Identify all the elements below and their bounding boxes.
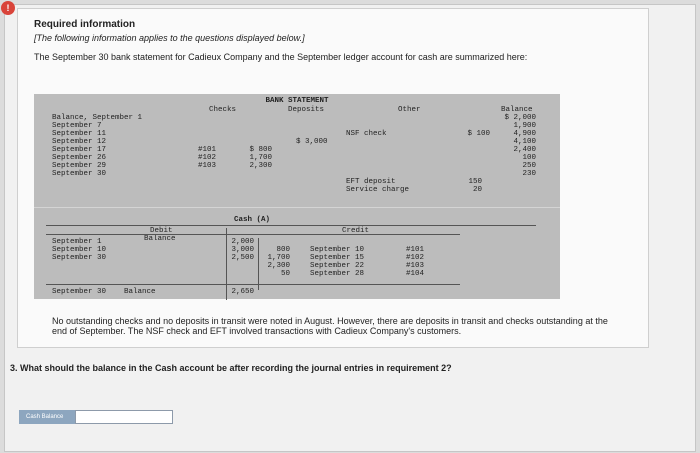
credit-amount: 2,300: [267, 262, 290, 270]
ending-balance-date: September 30: [52, 288, 107, 296]
ending-balance-rule: [46, 284, 460, 285]
debit-amount: 2,500: [231, 254, 254, 262]
bank-date: September 7: [52, 122, 102, 130]
credit-check: #104: [406, 270, 425, 278]
question-text: 3. What should the balance in the Cash account be after recording the journal entries in requirement 2?: [10, 363, 452, 373]
nsf-check-label: NSF check: [346, 130, 387, 138]
credit-dates-column: [310, 246, 364, 278]
credit-date: September 28: [310, 270, 365, 278]
check-amount: $ 800: [249, 146, 272, 154]
credit-check: #102: [406, 254, 425, 262]
other-eft-amount: 150: [468, 178, 482, 186]
required-info-subtitle: [The following information applies to the questions displayed below.]: [34, 33, 305, 43]
balances-column: [496, 114, 536, 178]
cash-ledger-t-account: [34, 207, 560, 299]
check-amount: 2,300: [249, 162, 272, 170]
credit-header-rule: [227, 234, 460, 235]
bank-statement-table: [34, 94, 560, 211]
eft-deposit-label: EFT deposit: [346, 178, 396, 186]
debit-date: September 1: [52, 238, 102, 246]
intro-paragraph: The September 30 bank statement for Cadieux Company and the September ledger account for cash are summarized here:: [34, 52, 528, 62]
bank-date: September 11: [52, 130, 107, 138]
credit-date: September 15: [310, 254, 365, 262]
bank-balance: 250: [522, 162, 536, 170]
alert-icon: !: [1, 1, 15, 15]
service-charge-label: Service charge: [346, 186, 410, 194]
col-deposits-header: Deposits: [288, 106, 325, 114]
check-number: #103: [198, 162, 217, 170]
cash-account-title: Cash (A): [234, 216, 271, 224]
credit-checks-column: [406, 246, 424, 278]
debit-header-rule: [46, 234, 226, 235]
reconciliation-note: No outstanding checks and no deposits in transit were noted in August. However, there are deposits in transit and checks outstanding at the end of September. The NSF check and EFT involved transactions with Cadieux Company's customers.: [52, 316, 608, 336]
bank-balance: $ 2,000: [504, 114, 536, 122]
debit-amount: 3,000: [231, 246, 254, 254]
debit-amount: 2,000: [231, 238, 254, 246]
check-amount: 1,700: [249, 154, 272, 162]
credit-amount: 50: [280, 270, 290, 278]
other-service-amount: 20: [472, 186, 482, 194]
col-checks-header: Checks: [209, 106, 237, 114]
bank-date: September 29: [52, 162, 107, 170]
col-other-header: Other: [398, 106, 421, 114]
other-nsf-amount: $ 100: [467, 130, 490, 138]
credit-date: September 22: [310, 262, 365, 270]
required-info-title: Required information: [34, 19, 136, 30]
ending-balance-word: Balance: [124, 288, 156, 296]
check-numbers-column: [198, 146, 216, 170]
bank-date: September 17: [52, 146, 107, 154]
debit-amounts-column: [222, 238, 254, 262]
credit-amount: 1,700: [267, 254, 290, 262]
debit-header: Debit: [150, 227, 173, 235]
debit-date: September 30: [52, 254, 107, 262]
credit-check: #101: [406, 246, 425, 254]
bank-balance: 4,100: [513, 138, 536, 146]
cash-balance-label: Cash Balance: [19, 410, 75, 424]
credit-date: September 10: [310, 246, 365, 254]
ending-balance-amount: 2,650: [231, 288, 254, 296]
bank-balance: 4,900: [513, 130, 536, 138]
bank-statement-title: BANK STATEMENT: [265, 97, 329, 105]
credit-amounts-column: [260, 246, 290, 278]
check-amounts-column: [234, 146, 272, 170]
debit-dates-column: [52, 238, 106, 262]
bank-date: Balance, September 1: [52, 114, 143, 122]
credit-amount: 800: [276, 246, 290, 254]
bank-balance: 2,400: [513, 146, 536, 154]
check-number: #101: [198, 146, 217, 154]
t-account-top-rule: [46, 225, 536, 226]
bank-dates-column: [52, 114, 142, 178]
question-panel: [4, 4, 696, 452]
amount-divider: [258, 238, 259, 290]
bank-date: September 12: [52, 138, 107, 146]
bank-date: September 30: [52, 170, 107, 178]
bank-date: September 26: [52, 154, 107, 162]
credit-check: #103: [406, 262, 425, 270]
check-number: #102: [198, 154, 217, 162]
cash-balance-input[interactable]: [75, 410, 173, 424]
col-balance-header: Balance: [501, 106, 533, 114]
bank-balance: 230: [522, 170, 536, 178]
deposit-amount: $ 3,000: [296, 138, 328, 146]
bank-balance: 1,900: [513, 122, 536, 130]
credit-header: Credit: [342, 227, 370, 235]
debit-balance-header: Balance: [144, 235, 176, 243]
bank-balance: 100: [522, 154, 536, 162]
debit-date: September 10: [52, 246, 107, 254]
